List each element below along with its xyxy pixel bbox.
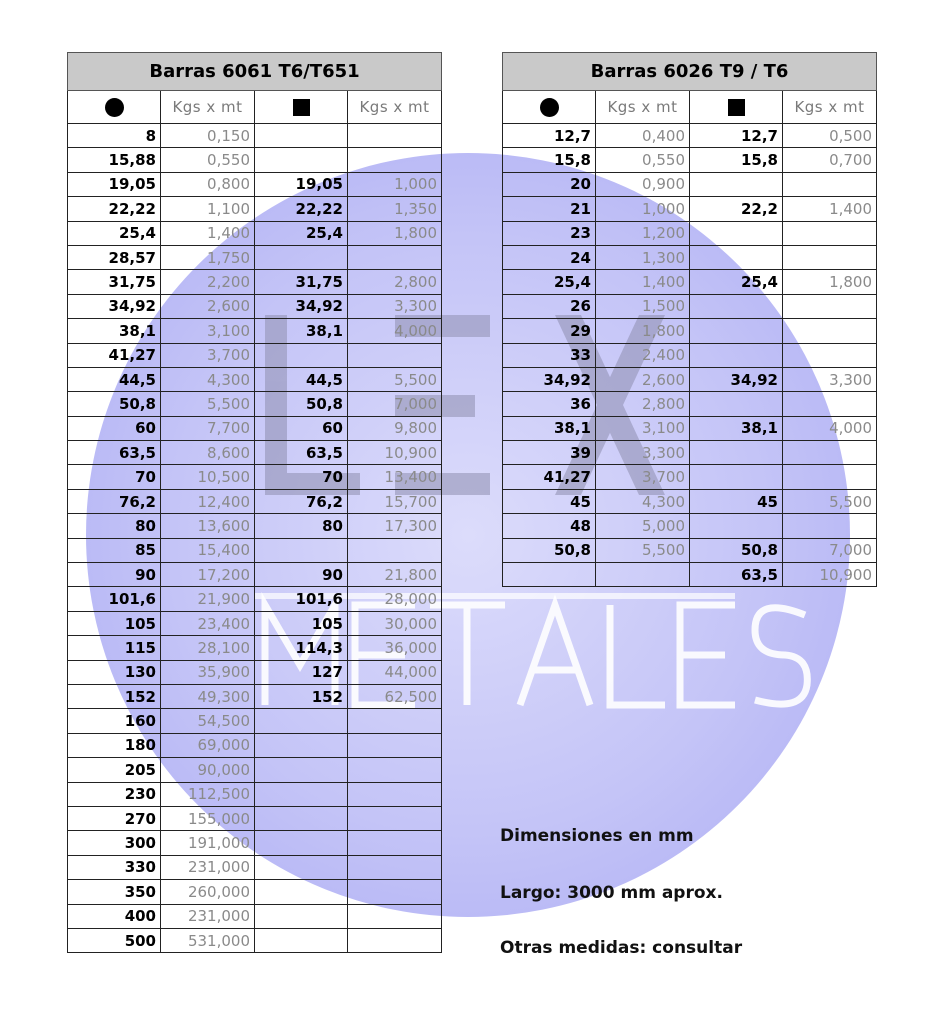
round-diameter-cell: 115 <box>68 636 161 660</box>
round-weight-cell: 5,000 <box>596 514 690 538</box>
square-side-cell <box>690 465 783 489</box>
table-row <box>503 124 877 148</box>
round-weight-cell: 1,800 <box>596 319 690 343</box>
table-row <box>68 124 442 148</box>
square-side-cell: 152 <box>255 684 348 708</box>
table-6026-title: Barras 6026 T9 / T6 <box>503 53 877 91</box>
round-diameter-cell: 80 <box>68 514 161 538</box>
square-weight-cell <box>348 806 442 830</box>
round-diameter-cell: 152 <box>68 684 161 708</box>
square-weight-cell <box>348 782 442 806</box>
round-diameter-cell: 21 <box>503 197 596 221</box>
table-row <box>503 148 877 172</box>
square-side-cell: 25,4 <box>690 270 783 294</box>
table-row <box>68 221 442 245</box>
round-diameter-cell: 300 <box>68 831 161 855</box>
round-diameter-cell: 26 <box>503 294 596 318</box>
round-weight-cell: 2,600 <box>596 367 690 391</box>
round-diameter-cell: 12,7 <box>503 124 596 148</box>
table-row <box>68 611 442 635</box>
round-weight-cell: 2,200 <box>161 270 255 294</box>
square-side-cell: 60 <box>255 416 348 440</box>
square-side-cell <box>255 709 348 733</box>
square-weight-cell <box>348 928 442 952</box>
table-row <box>503 197 877 221</box>
table-row <box>68 806 442 830</box>
square-side-cell <box>690 172 783 196</box>
table-row <box>68 880 442 904</box>
round-weight-cell: 155,000 <box>161 806 255 830</box>
round-weight-cell: 49,300 <box>161 684 255 708</box>
round-weight-cell: 28,100 <box>161 636 255 660</box>
square-side-cell <box>255 343 348 367</box>
table-row <box>68 441 442 465</box>
square-side-cell: 22,22 <box>255 197 348 221</box>
round-weight-cell: 3,700 <box>161 343 255 367</box>
round-weight-cell: 21,900 <box>161 587 255 611</box>
square-weight-cell <box>783 172 877 196</box>
table-row <box>503 489 877 513</box>
square-weight-cell: 10,900 <box>783 563 877 587</box>
round-weight-cell: 90,000 <box>161 758 255 782</box>
square-side-cell: 31,75 <box>255 270 348 294</box>
square-weight-cell: 10,900 <box>348 441 442 465</box>
table-6061 <box>67 52 442 953</box>
square-weight-cell: 3,300 <box>783 367 877 391</box>
round-diameter-cell: 101,6 <box>68 587 161 611</box>
square-weight-cell <box>348 880 442 904</box>
square-side-cell: 63,5 <box>255 441 348 465</box>
table-row <box>503 294 877 318</box>
square-side-cell: 12,7 <box>690 124 783 148</box>
round-weight-cell: 17,200 <box>161 563 255 587</box>
square-weight-cell: 36,000 <box>348 636 442 660</box>
table-row <box>68 270 442 294</box>
square-weight-cell <box>348 148 442 172</box>
table-row <box>503 245 877 269</box>
table-row <box>68 465 442 489</box>
square-side-cell: 45 <box>690 489 783 513</box>
square-weight-cell: 21,800 <box>348 563 442 587</box>
round-weight-cell: 15,400 <box>161 538 255 562</box>
table-row <box>503 221 877 245</box>
table-row <box>503 270 877 294</box>
square-weight-cell: 17,300 <box>348 514 442 538</box>
table-row <box>68 148 442 172</box>
round-weight-cell: 0,150 <box>161 124 255 148</box>
note-length: Largo: 3000 mm aprox. <box>500 883 723 903</box>
table-row <box>503 392 877 416</box>
square-weight-cell: 62,500 <box>348 684 442 708</box>
round-diameter-cell: 33 <box>503 343 596 367</box>
table-row <box>68 587 442 611</box>
square-weight-cell: 7,000 <box>783 538 877 562</box>
round-weight-cell: 0,550 <box>161 148 255 172</box>
square-side-cell <box>255 855 348 879</box>
square-weight-cell <box>783 465 877 489</box>
round-diameter-cell: 130 <box>68 660 161 684</box>
table-row <box>68 392 442 416</box>
table-row <box>68 197 442 221</box>
square-side-cell <box>255 928 348 952</box>
table-row <box>68 294 442 318</box>
round-diameter-cell: 25,4 <box>68 221 161 245</box>
round-diameter-cell: 50,8 <box>503 538 596 562</box>
table-row <box>503 367 877 391</box>
square-side-cell <box>255 880 348 904</box>
table-row <box>503 319 877 343</box>
square-side-cell: 50,8 <box>690 538 783 562</box>
round-diameter-cell: 31,75 <box>68 270 161 294</box>
square-weight-cell: 4,000 <box>348 319 442 343</box>
square-side-cell: 76,2 <box>255 489 348 513</box>
round-weight-cell: 54,500 <box>161 709 255 733</box>
round-diameter-cell: 63,5 <box>68 441 161 465</box>
square-side-cell: 80 <box>255 514 348 538</box>
table-row <box>68 758 442 782</box>
table-row <box>68 416 442 440</box>
square-side-cell: 25,4 <box>255 221 348 245</box>
table-row <box>68 733 442 757</box>
table-row <box>68 514 442 538</box>
square-side-cell <box>255 904 348 928</box>
round-weight-cell: 1,400 <box>161 221 255 245</box>
round-weight-cell: 260,000 <box>161 880 255 904</box>
square-weight-cell: 1,400 <box>783 197 877 221</box>
round-diameter-cell: 39 <box>503 441 596 465</box>
square-weight-cell: 1,800 <box>348 221 442 245</box>
round-weight-cell: 4,300 <box>161 367 255 391</box>
square-side-cell <box>255 124 348 148</box>
table-row <box>503 465 877 489</box>
round-weight-cell: 1,400 <box>596 270 690 294</box>
square-weight-cell <box>348 538 442 562</box>
round-weight-cell: 23,400 <box>161 611 255 635</box>
square-side-cell <box>690 392 783 416</box>
square-side-cell: 19,05 <box>255 172 348 196</box>
square-side-cell <box>255 733 348 757</box>
table-row <box>68 538 442 562</box>
circle-icon <box>540 98 559 117</box>
square-side-cell <box>255 758 348 782</box>
square-weight-cell: 3,300 <box>348 294 442 318</box>
square-weight-cell: 9,800 <box>348 416 442 440</box>
round-diameter-cell: 38,1 <box>68 319 161 343</box>
round-diameter-cell: 85 <box>68 538 161 562</box>
round-column-header <box>68 91 161 124</box>
round-column-header <box>503 91 596 124</box>
square-side-cell: 90 <box>255 563 348 587</box>
square-side-cell <box>690 319 783 343</box>
round-weight-cell: 2,800 <box>596 392 690 416</box>
round-diameter-cell: 23 <box>503 221 596 245</box>
table-row <box>68 245 442 269</box>
round-weight-cell: 1,200 <box>596 221 690 245</box>
round-diameter-cell: 24 <box>503 245 596 269</box>
round-weight-cell: 0,550 <box>596 148 690 172</box>
square-side-cell <box>690 294 783 318</box>
round-weight-cell: 112,500 <box>161 782 255 806</box>
round-diameter-cell: 15,88 <box>68 148 161 172</box>
square-weight-cell <box>783 441 877 465</box>
table-6061-title: Barras 6061 T6/T651 <box>68 53 442 91</box>
square-side-cell: 114,3 <box>255 636 348 660</box>
round-diameter-cell: 330 <box>68 855 161 879</box>
square-side-cell <box>690 441 783 465</box>
round-weight-cell: 1,000 <box>596 197 690 221</box>
square-weight-cell: 0,500 <box>783 124 877 148</box>
table-row <box>68 831 442 855</box>
round-diameter-cell: 180 <box>68 733 161 757</box>
round-diameter-cell: 22,22 <box>68 197 161 221</box>
round-diameter-cell: 15,8 <box>503 148 596 172</box>
round-diameter-cell: 400 <box>68 904 161 928</box>
square-weight-cell: 30,000 <box>348 611 442 635</box>
square-weight-cell: 5,500 <box>783 489 877 513</box>
table-row <box>68 855 442 879</box>
square-weight-cell <box>348 758 442 782</box>
square-weight-cell <box>348 831 442 855</box>
table-row <box>68 684 442 708</box>
round-diameter-cell: 50,8 <box>68 392 161 416</box>
round-diameter-cell: 205 <box>68 758 161 782</box>
table-row <box>68 172 442 196</box>
square-side-cell: 70 <box>255 465 348 489</box>
square-weight-cell: 7,000 <box>348 392 442 416</box>
square-weight-cell: 5,500 <box>348 367 442 391</box>
round-diameter-cell: 34,92 <box>503 367 596 391</box>
round-weight-cell: 69,000 <box>161 733 255 757</box>
square-weight-cell <box>348 904 442 928</box>
square-weight-cell: 0,700 <box>783 148 877 172</box>
table-row <box>503 538 877 562</box>
square-weight-cell: 15,700 <box>348 489 442 513</box>
square-weight-cell <box>348 709 442 733</box>
table-row <box>503 172 877 196</box>
square-side-cell <box>255 806 348 830</box>
table-row <box>503 441 877 465</box>
square-side-cell <box>690 343 783 367</box>
table-row <box>68 367 442 391</box>
round-weight-cell: 8,600 <box>161 441 255 465</box>
table-row <box>68 660 442 684</box>
square-weight-cell: 44,000 <box>348 660 442 684</box>
square-weight-cell: 28,000 <box>348 587 442 611</box>
round-diameter-cell: 45 <box>503 489 596 513</box>
round-diameter-cell: 41,27 <box>503 465 596 489</box>
square-weight-cell: 4,000 <box>783 416 877 440</box>
round-weight-cell: 3,700 <box>596 465 690 489</box>
table-6026 <box>502 52 877 587</box>
table-row <box>68 709 442 733</box>
round-weight-cell: 0,800 <box>161 172 255 196</box>
round-diameter-cell: 230 <box>68 782 161 806</box>
kg-column-header: Kgs x mt <box>348 91 442 124</box>
kg-column-header: Kgs x mt <box>161 91 255 124</box>
round-weight-cell: 12,400 <box>161 489 255 513</box>
round-diameter-cell: 41,27 <box>68 343 161 367</box>
round-weight-cell: 35,900 <box>161 660 255 684</box>
square-side-cell: 63,5 <box>690 563 783 587</box>
table-row <box>68 904 442 928</box>
square-weight-cell <box>348 733 442 757</box>
square-side-cell: 127 <box>255 660 348 684</box>
round-diameter-cell: 76,2 <box>68 489 161 513</box>
round-diameter-cell: 500 <box>68 928 161 952</box>
round-weight-cell: 1,100 <box>161 197 255 221</box>
round-diameter-cell: 105 <box>68 611 161 635</box>
square-weight-cell <box>783 294 877 318</box>
round-weight-cell: 0,900 <box>596 172 690 196</box>
square-side-cell: 50,8 <box>255 392 348 416</box>
round-diameter-cell: 270 <box>68 806 161 830</box>
square-weight-cell <box>348 245 442 269</box>
round-weight-cell: 10,500 <box>161 465 255 489</box>
round-diameter-cell: 70 <box>68 465 161 489</box>
square-side-cell: 34,92 <box>255 294 348 318</box>
round-weight-cell: 3,300 <box>596 441 690 465</box>
square-weight-cell <box>348 124 442 148</box>
square-side-cell <box>255 782 348 806</box>
round-diameter-cell: 60 <box>68 416 161 440</box>
table-row <box>503 343 877 367</box>
square-weight-cell <box>783 514 877 538</box>
square-side-cell: 44,5 <box>255 367 348 391</box>
square-side-cell <box>255 538 348 562</box>
round-weight-cell: 531,000 <box>161 928 255 952</box>
square-side-cell <box>690 514 783 538</box>
square-weight-cell <box>783 221 877 245</box>
square-weight-cell <box>348 855 442 879</box>
round-diameter-cell: 20 <box>503 172 596 196</box>
square-weight-cell <box>348 343 442 367</box>
note-other-sizes: Otras medidas: consultar <box>500 938 743 958</box>
round-diameter-cell: 160 <box>68 709 161 733</box>
kg-column-header: Kgs x mt <box>783 91 877 124</box>
round-weight-cell: 5,500 <box>596 538 690 562</box>
round-weight-cell: 1,750 <box>161 245 255 269</box>
round-weight-cell: 231,000 <box>161 904 255 928</box>
round-weight-cell: 1,500 <box>596 294 690 318</box>
circle-icon <box>105 98 124 117</box>
round-weight-cell: 13,600 <box>161 514 255 538</box>
round-diameter-cell: 44,5 <box>68 367 161 391</box>
square-side-cell <box>255 148 348 172</box>
square-side-cell <box>255 831 348 855</box>
table-row <box>68 343 442 367</box>
square-weight-cell: 1,800 <box>783 270 877 294</box>
square-side-cell <box>690 245 783 269</box>
round-weight-cell: 2,600 <box>161 294 255 318</box>
round-diameter-cell: 90 <box>68 563 161 587</box>
round-weight-cell: 231,000 <box>161 855 255 879</box>
square-side-cell <box>255 245 348 269</box>
round-weight-cell: 0,400 <box>596 124 690 148</box>
square-icon <box>293 99 310 116</box>
table-row <box>68 928 442 952</box>
square-side-cell: 105 <box>255 611 348 635</box>
round-diameter-cell: 19,05 <box>68 172 161 196</box>
round-weight-cell: 3,100 <box>161 319 255 343</box>
square-weight-cell <box>783 245 877 269</box>
round-diameter-cell: 28,57 <box>68 245 161 269</box>
round-diameter-cell: 350 <box>68 880 161 904</box>
square-side-cell: 15,8 <box>690 148 783 172</box>
square-side-cell <box>690 221 783 245</box>
table-row <box>68 489 442 513</box>
round-weight-cell <box>596 563 690 587</box>
round-weight-cell: 4,300 <box>596 489 690 513</box>
square-weight-cell: 1,000 <box>348 172 442 196</box>
round-diameter-cell: 25,4 <box>503 270 596 294</box>
square-side-cell: 101,6 <box>255 587 348 611</box>
table-row <box>68 636 442 660</box>
square-side-cell: 34,92 <box>690 367 783 391</box>
round-diameter-cell: 8 <box>68 124 161 148</box>
table-row <box>503 514 877 538</box>
kg-column-header: Kgs x mt <box>596 91 690 124</box>
square-weight-cell <box>783 319 877 343</box>
round-diameter-cell: 34,92 <box>68 294 161 318</box>
square-column-header <box>690 91 783 124</box>
round-diameter-cell: 48 <box>503 514 596 538</box>
round-diameter-cell: 36 <box>503 392 596 416</box>
round-diameter-cell: 29 <box>503 319 596 343</box>
round-diameter-cell <box>503 563 596 587</box>
table-row <box>503 416 877 440</box>
square-icon <box>728 99 745 116</box>
note-dimensions: Dimensiones en mm <box>500 826 694 846</box>
table-row <box>68 563 442 587</box>
table-row <box>68 319 442 343</box>
round-weight-cell: 5,500 <box>161 392 255 416</box>
round-diameter-cell: 38,1 <box>503 416 596 440</box>
table-row <box>68 782 442 806</box>
table-row <box>503 563 877 587</box>
round-weight-cell: 191,000 <box>161 831 255 855</box>
square-weight-cell <box>783 392 877 416</box>
round-weight-cell: 2,400 <box>596 343 690 367</box>
square-weight-cell: 13,400 <box>348 465 442 489</box>
square-weight-cell: 1,350 <box>348 197 442 221</box>
square-side-cell: 38,1 <box>255 319 348 343</box>
square-side-cell: 22,2 <box>690 197 783 221</box>
round-weight-cell: 1,300 <box>596 245 690 269</box>
square-column-header <box>255 91 348 124</box>
round-weight-cell: 3,100 <box>596 416 690 440</box>
square-weight-cell <box>783 343 877 367</box>
square-side-cell: 38,1 <box>690 416 783 440</box>
square-weight-cell: 2,800 <box>348 270 442 294</box>
round-weight-cell: 7,700 <box>161 416 255 440</box>
